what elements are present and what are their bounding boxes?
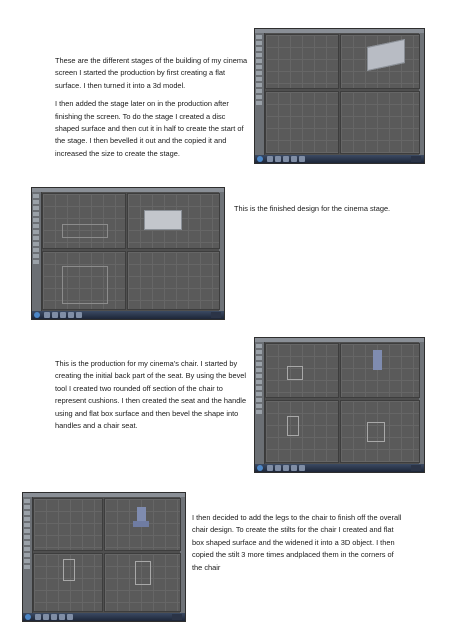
screenshot-2 <box>31 187 225 320</box>
viewport-perspective <box>127 251 220 310</box>
taskbar <box>23 613 185 621</box>
paragraph: I then decided to add the legs to the chair to finish off the overall chair design. To create the stilts for the chair I created and flat box shaped surface and the widened it into a 3D object. I then copied the stilt 3 more times andplaced them in the corners of the chair <box>192 513 402 572</box>
screenshot-4 <box>22 492 186 622</box>
clock <box>411 156 421 162</box>
tool-panel <box>23 497 33 613</box>
chair-back-object <box>373 350 382 370</box>
chair-wireframe <box>287 366 303 380</box>
stage-object <box>62 224 108 238</box>
start-icon <box>34 312 40 318</box>
viewport-top <box>42 193 126 249</box>
chair-wireframe <box>367 422 385 442</box>
chair-wireframe <box>287 416 299 436</box>
chair-wireframe <box>135 561 151 585</box>
screenshot-1 <box>254 28 425 164</box>
title-bar <box>255 338 424 342</box>
text-block-1 <box>55 55 250 166</box>
start-icon <box>25 614 31 620</box>
title-bar <box>32 188 224 192</box>
title-bar <box>255 29 424 33</box>
paragraph: These are the different stages of the building of my cinema screen I started the production by first creating a flat surface. I then turned it into a 3d model. <box>55 56 248 90</box>
viewport-left <box>265 400 339 463</box>
clock <box>172 614 182 620</box>
screenshot-3 <box>254 337 425 473</box>
tool-panel <box>255 342 265 464</box>
title-bar <box>23 493 185 497</box>
text-block-3 <box>55 358 250 438</box>
screen-object <box>144 210 182 230</box>
text-block-2 <box>234 203 434 221</box>
taskbar <box>32 311 224 319</box>
viewport-perspective <box>340 91 420 154</box>
tool-panel <box>32 192 42 311</box>
taskbar <box>255 155 424 163</box>
clock <box>211 312 221 318</box>
start-icon <box>257 156 263 162</box>
stage-object <box>62 266 108 304</box>
viewport-top <box>265 34 339 89</box>
viewport-top <box>33 498 103 551</box>
clock <box>411 465 421 471</box>
chair-seat-object <box>133 521 149 527</box>
paragraph: This is the finished design for the cinema stage. <box>234 204 391 213</box>
start-icon <box>257 465 263 471</box>
paragraph: This is the production for my cinema’s chair. I started by creating the initial back part of the seat. By using the bevel tool I created two rounded off section of the chair to represent cushions. I then created the seat and the handle using and flat box surface and then bevel the shape into handles and a chair seat. <box>55 359 247 431</box>
tool-panel <box>255 33 265 155</box>
taskbar <box>255 464 424 472</box>
chair-wireframe <box>63 559 75 581</box>
paragraph: I then added the stage later on in the production after finishing the screen. To do the stage I created a disc shaped surface and then cut it in half to create the start of the stage. I then bevelled it out and the copied it and increased the size to create the stage. <box>55 99 244 158</box>
text-block-4 <box>192 512 402 580</box>
viewport-left <box>265 91 339 154</box>
